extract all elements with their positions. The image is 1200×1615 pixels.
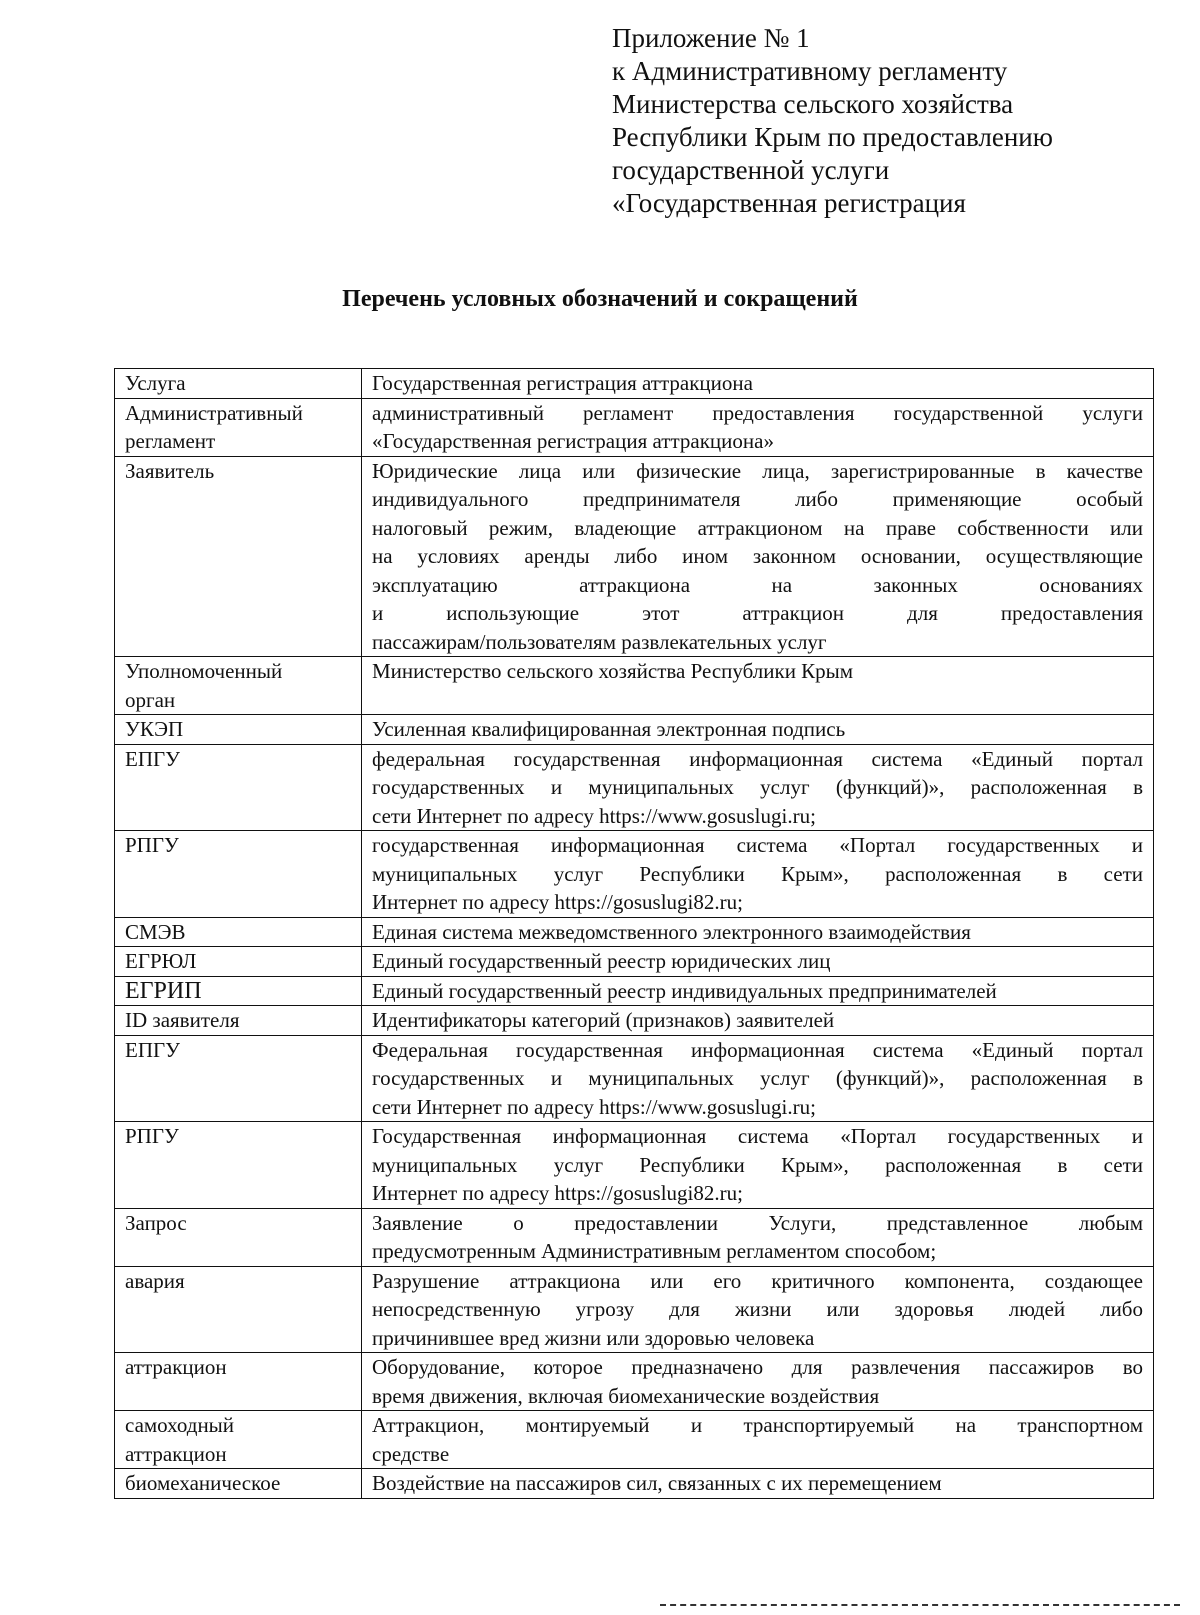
definition-text: Государственная информационная система «Портал государственных и [372, 1124, 1143, 1148]
term-cell [115, 369, 362, 399]
definition-cell [362, 744, 1154, 831]
definition-cell [362, 976, 1154, 1006]
definition-text: Министерство сельского хозяйства Республики Крым [372, 659, 854, 683]
appendix-header [612, 22, 1172, 220]
definition-text: сети Интернет по адресу https://www.gosuslugi.ru; [372, 803, 816, 828]
definition-text: «Государственная регистрация аттракциона» [372, 429, 774, 453]
definition-text: Федеральная государственная информационная система «Единый портал [372, 1037, 1143, 1062]
table-row [115, 715, 1154, 745]
appendix-line: государственной услуги [612, 155, 890, 185]
term-cell [115, 976, 362, 1006]
definition-cell [362, 715, 1154, 745]
table-row [115, 1266, 1154, 1353]
definition-cell [362, 917, 1154, 947]
definition-text: сети Интернет по адресу https://www.gosuslugi.ru; [372, 1094, 816, 1119]
definition-text: Заявление о предоставлении Услуги, представленное любым [372, 1210, 1143, 1235]
term-text: РПГУ [125, 1124, 179, 1148]
term-text: биомеханическое [125, 1471, 281, 1495]
term-text: Запрос [125, 1210, 187, 1235]
definition-cell [362, 1469, 1154, 1499]
definition-text: административный регламент предоставления государственной услуги [372, 400, 1143, 425]
term-cell [115, 917, 362, 947]
definition-text: Государственная регистрация аттракциона [372, 371, 753, 395]
table-row [115, 456, 1154, 657]
term-cell [115, 1411, 362, 1469]
appendix-line: Министерства сельского хозяйства [612, 89, 1014, 119]
definition-text: Интернет по адресу https://gosuslugi82.ru; [372, 1181, 743, 1205]
term-cell [115, 831, 362, 918]
table-row [115, 1208, 1154, 1266]
definition-text: предусмотренным Административным регламентом способом; [372, 1239, 937, 1263]
term-text: ЕПГУ [125, 746, 181, 771]
definition-text: и использующие этот аттракцион для предоставления [372, 601, 1143, 625]
definition-cell [362, 657, 1154, 715]
term-text: самоходный [125, 1413, 235, 1437]
term-cell [115, 657, 362, 715]
appendix-line: Республики Крым по предоставлению [612, 122, 1053, 152]
definition-cell [362, 1035, 1154, 1122]
table-row [115, 657, 1154, 715]
term-text: регламент [125, 429, 216, 453]
term-text: аттракцион [125, 1441, 227, 1466]
definition-text: на условиях аренды либо ином законном основании, осуществляющие [372, 544, 1143, 568]
term-text: аттракцион [125, 1355, 227, 1379]
term-cell [115, 947, 362, 977]
definition-cell [362, 398, 1154, 456]
term-text: Уполномоченный [125, 659, 283, 683]
appendix-line: «Государственная регистрация [612, 188, 966, 218]
definition-cell [362, 1122, 1154, 1209]
abbreviations-table [114, 368, 1154, 1499]
table-row [115, 947, 1154, 977]
definition-text: налоговый режим, владеющие аттракционом на праве собственности или [372, 515, 1143, 540]
definition-text: Аттракцион, монтируемый и транспортируемый на транспортном [372, 1413, 1143, 1437]
term-cell [115, 1353, 362, 1411]
term-cell [115, 1208, 362, 1266]
table-row [115, 744, 1154, 831]
definition-text: причинившее вред жизни или здоровью человека [372, 1325, 815, 1350]
definition-cell [362, 1411, 1154, 1469]
definition-text: муниципальных услуг Республики Крым», расположенная в сети [372, 1152, 1143, 1177]
term-text: орган [125, 687, 176, 712]
abbreviations-table-body [115, 369, 1154, 1499]
definition-text: муниципальных услуг Республики Крым», расположенная в сети [372, 861, 1143, 886]
definition-text: государственная информационная система «Портал государственных и [372, 833, 1143, 857]
definition-text: Единый государственный реестр индивидуальных предпринимателей [372, 978, 997, 1003]
term-text: авария [125, 1268, 185, 1293]
definition-text: непосредственную угрозу для жизни или здоровья людей либо [372, 1297, 1143, 1321]
definition-cell [362, 947, 1154, 977]
definition-text: Усиленная квалифицированная электронная подпись [372, 717, 846, 741]
term-text: Услуга [125, 371, 186, 395]
definition-text: Единая система межведомственного электронного взаимодействия [372, 919, 971, 944]
definition-text: Интернет по адресу https://gosuslugi82.ru; [372, 890, 743, 914]
definition-text: Юридические лица или физические лица, зарегистрированные в качестве [372, 458, 1143, 483]
table-row [115, 398, 1154, 456]
term-text: ЕПГУ [125, 1037, 181, 1062]
term-text: ЕГРИП [125, 977, 202, 1004]
term-text: РПГУ [125, 833, 179, 857]
table-row [115, 976, 1154, 1006]
appendix-line: к Административному регламенту [612, 56, 1008, 86]
table-row [115, 1411, 1154, 1469]
table-row [115, 1353, 1154, 1411]
definition-text: индивидуального предпринимателя либо применяющие особый [372, 487, 1143, 511]
definition-cell [362, 369, 1154, 399]
term-text: ЕГРЮЛ [125, 949, 197, 973]
table-row [115, 1035, 1154, 1122]
term-text: Административный [125, 400, 303, 425]
definition-cell [362, 1006, 1154, 1036]
term-cell [115, 398, 362, 456]
table-row [115, 831, 1154, 918]
term-cell [115, 715, 362, 745]
definition-cell [362, 1353, 1154, 1411]
definition-text: средстве [372, 1441, 450, 1466]
term-text: УКЭП [125, 717, 184, 741]
definition-text: пассажирам/пользователям развлекательных услуг [372, 629, 827, 654]
table-row [115, 917, 1154, 947]
definition-text: федеральная государственная информационная система «Единый портал [372, 746, 1143, 771]
definition-text: Оборудование, которое предназначено для развлечения пассажиров во [372, 1355, 1143, 1379]
document-title: Перечень условных обозначений и сокращений [342, 286, 858, 312]
table-row [115, 369, 1154, 399]
definition-text: эксплуатацию аттракциона на законных основаниях [372, 572, 1143, 597]
definition-cell [362, 456, 1154, 657]
table-row [115, 1469, 1154, 1499]
definition-text: Разрушение аттракциона или его критичного компонента, создающее [372, 1268, 1143, 1293]
term-text: ID заявителя [125, 1008, 240, 1032]
term-text: Заявитель [125, 458, 215, 483]
term-cell [115, 456, 362, 657]
term-cell [115, 1006, 362, 1036]
definition-text: Идентификаторы категорий (признаков) заявителей [372, 1008, 835, 1032]
appendix-line: Приложение № 1 [612, 23, 810, 53]
table-row [115, 1006, 1154, 1036]
definition-cell [362, 1208, 1154, 1266]
definition-text: государственных и муниципальных услуг (функций)», расположенная в [372, 1066, 1143, 1090]
term-cell [115, 1469, 362, 1499]
term-cell [115, 744, 362, 831]
term-cell [115, 1266, 362, 1353]
definition-cell [362, 831, 1154, 918]
term-cell [115, 1035, 362, 1122]
definition-text: Воздействие на пассажиров сил, связанных с их перемещением [372, 1471, 942, 1495]
term-cell [115, 1122, 362, 1209]
definition-cell [362, 1266, 1154, 1353]
definition-text: государственных и муниципальных услуг (функций)», расположенная в [372, 775, 1143, 799]
definition-text: Единый государственный реестр юридических лиц [372, 949, 831, 973]
definition-text: время движения, включая биомеханические воздействия [372, 1383, 880, 1408]
footer-dashes [660, 1604, 1180, 1610]
term-text: СМЭВ [125, 919, 186, 944]
table-row [115, 1122, 1154, 1209]
